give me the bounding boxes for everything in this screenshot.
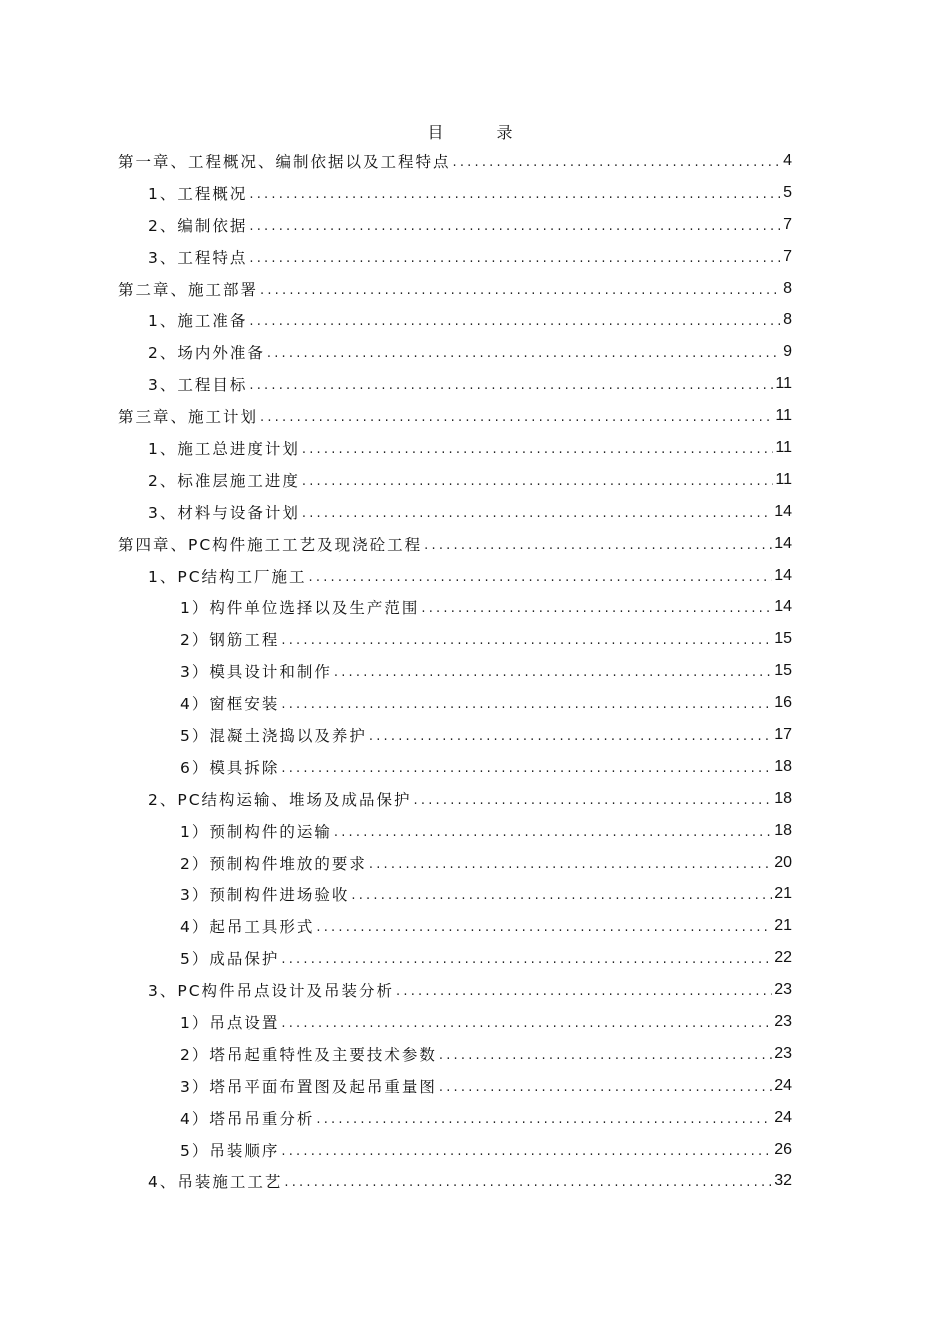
toc-leader-dots <box>369 726 772 744</box>
toc-entry-label: 4）塔吊吊重分析 <box>180 1109 315 1128</box>
toc-entry[interactable] <box>118 432 792 464</box>
toc-leader-dots <box>316 1109 772 1127</box>
toc-entry-page-number: 16 <box>774 694 792 712</box>
toc-entry-page-number: 8 <box>783 311 792 329</box>
toc-entry[interactable] <box>118 464 792 496</box>
toc-entry-label: 4）窗框安装 <box>180 695 280 714</box>
toc-entry-label: 第一章、工程概况、编制依据以及工程特点 <box>118 152 451 171</box>
toc-entry[interactable] <box>118 1102 792 1134</box>
toc-entry-page-number: 23 <box>774 1044 792 1062</box>
toc-leader-dots <box>249 311 781 329</box>
toc-entry-page-number: 20 <box>774 853 792 871</box>
toc-entry-label: 6）模具拆除 <box>180 758 280 777</box>
toc-entry-page-number: 18 <box>774 821 792 839</box>
toc-leader-dots <box>369 854 772 872</box>
toc-entry-label: 3、工程特点 <box>148 248 248 267</box>
toc-entry[interactable] <box>118 623 792 655</box>
toc-entry-page-number: 11 <box>775 470 792 488</box>
toc-leader-dots <box>351 885 772 903</box>
toc-leader-dots <box>249 375 773 393</box>
toc-entry[interactable] <box>118 815 792 847</box>
toc-entry-page-number: 21 <box>774 885 792 903</box>
toc-entry-label: 2）预制构件堆放的要求 <box>180 854 367 873</box>
toc-entry-label: 第二章、施工部署 <box>118 280 259 299</box>
toc-entry[interactable] <box>118 910 792 942</box>
toc-entry-page-number: 18 <box>774 757 792 775</box>
toc-entry-page-number: 14 <box>774 534 792 552</box>
toc-entry[interactable] <box>118 209 792 241</box>
toc-entry[interactable] <box>118 528 792 560</box>
toc-entry-label: 4）起吊工具形式 <box>180 918 315 937</box>
toc-entry-label: 1、工程概况 <box>148 184 248 203</box>
toc-title: 目 录 <box>427 123 537 142</box>
toc-leader-dots <box>309 567 773 585</box>
toc-entry-page-number: 18 <box>774 789 792 807</box>
toc-entry-page-number: 23 <box>774 981 792 999</box>
toc-entry-label: 3、材料与设备计划 <box>148 503 300 522</box>
toc-entry-label: 2）塔吊起重特性及主要技术参数 <box>180 1045 437 1064</box>
toc-entry-page-number: 23 <box>774 1012 792 1030</box>
toc-entry-label: 第三章、施工计划 <box>118 408 259 427</box>
toc-entry-page-number: 8 <box>783 279 792 297</box>
toc-leader-dots <box>302 503 772 521</box>
toc-entry-page-number: 11 <box>775 407 792 425</box>
toc-entry[interactable] <box>118 974 792 1006</box>
toc-entry[interactable] <box>118 560 792 592</box>
toc-entry-label: 3、工程目标 <box>148 376 248 395</box>
toc-entry[interactable] <box>118 273 792 305</box>
toc-entry-page-number: 9 <box>783 343 792 361</box>
toc-entry-page-number: 11 <box>775 438 792 456</box>
toc-entry[interactable] <box>118 177 792 209</box>
toc-entry-page-number: 7 <box>783 215 792 233</box>
toc-entry-page-number: 5 <box>783 183 792 201</box>
toc-entry[interactable] <box>118 751 792 783</box>
toc-entry-page-number: 14 <box>774 566 792 584</box>
toc-entry-label: 5）混凝土浇捣以及养护 <box>180 726 367 745</box>
toc-entry[interactable] <box>118 1166 792 1198</box>
toc-leader-dots <box>334 662 772 680</box>
toc-entry-page-number: 24 <box>774 1076 792 1094</box>
toc-entry[interactable] <box>118 1070 792 1102</box>
toc-entry-page-number: 24 <box>774 1108 792 1126</box>
toc-entry[interactable] <box>118 1134 792 1166</box>
toc-leader-dots <box>284 1172 772 1190</box>
toc-leader-dots <box>260 407 773 425</box>
toc-entry-page-number: 32 <box>774 1172 792 1190</box>
toc-leader-dots <box>414 790 773 808</box>
toc-entry-page-number: 22 <box>774 949 792 967</box>
toc-entry-label: 1、施工总进度计划 <box>148 439 300 458</box>
toc-entry-page-number: 4 <box>783 151 792 169</box>
toc-entry-label: 4、吊装施工工艺 <box>148 1173 283 1192</box>
toc-leader-dots <box>453 152 782 170</box>
toc-entry-label: 1、PC结构工厂施工 <box>148 567 307 586</box>
toc-entry-label: 2、标准层施工进度 <box>148 471 300 490</box>
toc-entry-page-number: 7 <box>783 247 792 265</box>
toc-entry-label: 1）构件单位选择以及生产范围 <box>180 599 420 618</box>
toc-entry[interactable] <box>118 719 792 751</box>
toc-entry-label: 1）吊点设置 <box>180 1013 280 1032</box>
toc-entry-label: 3）预制构件进场验收 <box>180 886 350 905</box>
toc-entry-label: 2）钢筋工程 <box>180 631 280 650</box>
toc-entry-label: 第四章、PC构件施工工艺及现浇砼工程 <box>118 535 423 554</box>
toc-leader-dots <box>396 981 772 999</box>
toc-leader-dots <box>421 598 772 616</box>
toc-entry[interactable] <box>118 942 792 974</box>
toc-leader-dots <box>267 343 781 361</box>
toc-entry[interactable] <box>118 783 792 815</box>
toc-entry-label: 1、施工准备 <box>148 312 248 331</box>
toc-entry-label: 1）预制构件的运输 <box>180 822 332 841</box>
toc-entry[interactable] <box>118 1038 792 1070</box>
toc-entry-page-number: 14 <box>774 598 792 616</box>
toc-leader-dots <box>260 280 781 298</box>
toc-entry-page-number: 26 <box>774 1140 792 1158</box>
toc-entry-label: 3、PC构件吊点设计及吊装分析 <box>148 982 395 1001</box>
toc-leader-dots <box>281 758 772 776</box>
toc-entry-label: 2、编制依据 <box>148 216 248 235</box>
toc-entry[interactable] <box>118 145 792 177</box>
toc-entry-page-number: 11 <box>775 375 792 393</box>
table-of-contents <box>118 145 792 1197</box>
toc-leader-dots <box>334 822 772 840</box>
toc-entry-label: 3）模具设计和制作 <box>180 663 332 682</box>
toc-entry[interactable] <box>118 687 792 719</box>
toc-leader-dots <box>439 1077 772 1095</box>
toc-leader-dots <box>439 1045 772 1063</box>
toc-entry-page-number: 14 <box>774 502 792 520</box>
toc-leader-dots <box>424 535 772 553</box>
toc-leader-dots <box>281 630 772 648</box>
toc-entry[interactable] <box>118 368 792 400</box>
toc-entry-label: 5）吊装顺序 <box>180 1141 280 1160</box>
toc-leader-dots <box>316 917 772 935</box>
toc-leader-dots <box>281 1013 772 1031</box>
toc-leader-dots <box>281 1141 772 1159</box>
toc-entry-label: 2、PC结构运输、堆场及成品保护 <box>148 790 412 809</box>
toc-entry[interactable] <box>118 878 792 910</box>
toc-leader-dots <box>281 694 772 712</box>
toc-entry-label: 2、场内外准备 <box>148 344 265 363</box>
toc-entry[interactable] <box>118 241 792 273</box>
toc-entry-page-number: 15 <box>774 662 792 680</box>
toc-leader-dots <box>249 216 781 234</box>
toc-entry-label: 5）成品保护 <box>180 950 280 969</box>
toc-entry[interactable] <box>118 591 792 623</box>
toc-entry[interactable] <box>118 496 792 528</box>
toc-leader-dots <box>302 439 774 457</box>
toc-entry-page-number: 21 <box>774 917 792 935</box>
toc-entry[interactable] <box>118 655 792 687</box>
toc-entry-page-number: 17 <box>774 725 792 743</box>
toc-leader-dots <box>281 949 772 967</box>
toc-entry[interactable] <box>118 847 792 879</box>
toc-entry[interactable] <box>118 336 792 368</box>
toc-leader-dots <box>249 248 781 266</box>
toc-leader-dots <box>249 184 781 202</box>
toc-entry-label: 3）塔吊平面布置图及起吊重量图 <box>180 1077 437 1096</box>
toc-entry[interactable] <box>118 304 792 336</box>
toc-entry-page-number: 15 <box>774 630 792 648</box>
toc-leader-dots <box>302 471 774 489</box>
toc-entry[interactable] <box>118 1006 792 1038</box>
toc-entry[interactable] <box>118 400 792 432</box>
